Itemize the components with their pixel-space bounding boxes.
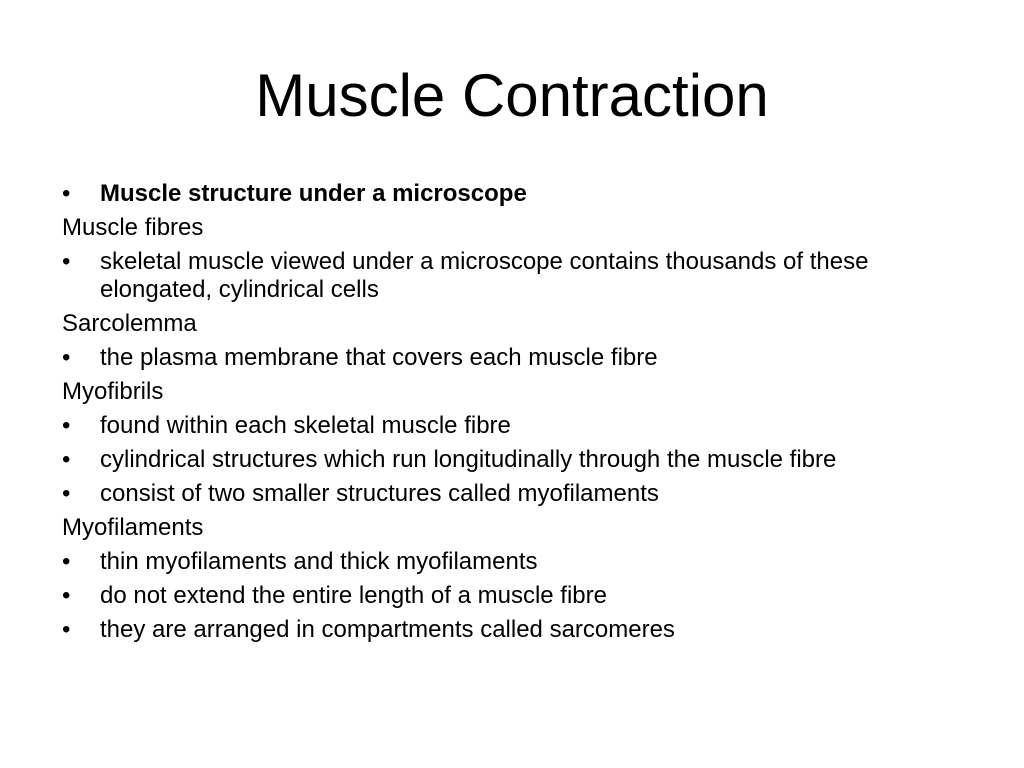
slide-title: Muscle Contraction bbox=[255, 62, 769, 129]
heading-text: Myofilaments bbox=[62, 514, 204, 541]
bullet-text: cylindrical structures which run longitudinally through the muscle fibre bbox=[100, 446, 837, 473]
bullet-text: the plasma membrane that covers each muscle fibre bbox=[100, 344, 658, 371]
bullet-glyph: • bbox=[62, 548, 71, 575]
section-heading bbox=[62, 310, 962, 338]
bullet-text: they are arranged in compartments called sarcomeres bbox=[100, 616, 675, 643]
bullet-item bbox=[62, 582, 962, 610]
heading-text: Myofibrils bbox=[62, 378, 164, 405]
bullet-glyph: • bbox=[62, 616, 71, 643]
bullet-text: thin myofilaments and thick myofilaments bbox=[100, 548, 538, 575]
section-heading bbox=[62, 514, 962, 542]
section-heading bbox=[62, 214, 962, 242]
section-heading bbox=[62, 378, 962, 406]
bullet-glyph: • bbox=[62, 344, 71, 371]
bullet-text: do not extend the entire length of a muscle fibre bbox=[100, 582, 607, 609]
bullet-glyph: • bbox=[62, 412, 71, 439]
slide-content bbox=[62, 180, 962, 650]
bullet-item bbox=[62, 248, 962, 304]
bullet-text: found within each skeletal muscle fibre bbox=[100, 412, 511, 439]
bullet-item bbox=[62, 412, 962, 440]
bullet-glyph: • bbox=[62, 248, 71, 275]
bullet-glyph: • bbox=[62, 582, 71, 609]
bullet-text: consist of two smaller structures called myofilaments bbox=[100, 480, 659, 507]
bullet-glyph: • bbox=[62, 446, 71, 473]
bullet-glyph: • bbox=[62, 480, 71, 507]
bullet-item bbox=[62, 446, 962, 474]
heading-text: Muscle fibres bbox=[62, 214, 204, 241]
heading-text: Sarcolemma bbox=[62, 310, 197, 337]
bullet-text: Muscle structure under a microscope bbox=[100, 180, 527, 207]
bullet-item bbox=[62, 344, 962, 372]
bullet-item bbox=[62, 548, 962, 576]
bullet-item bbox=[62, 180, 962, 208]
bullet-item bbox=[62, 616, 962, 644]
bullet-text: skeletal muscle viewed under a microscope contains thousands of these elongated, cylindrical cells bbox=[100, 248, 869, 303]
bullet-glyph: • bbox=[62, 180, 71, 207]
bullet-item bbox=[62, 480, 962, 508]
